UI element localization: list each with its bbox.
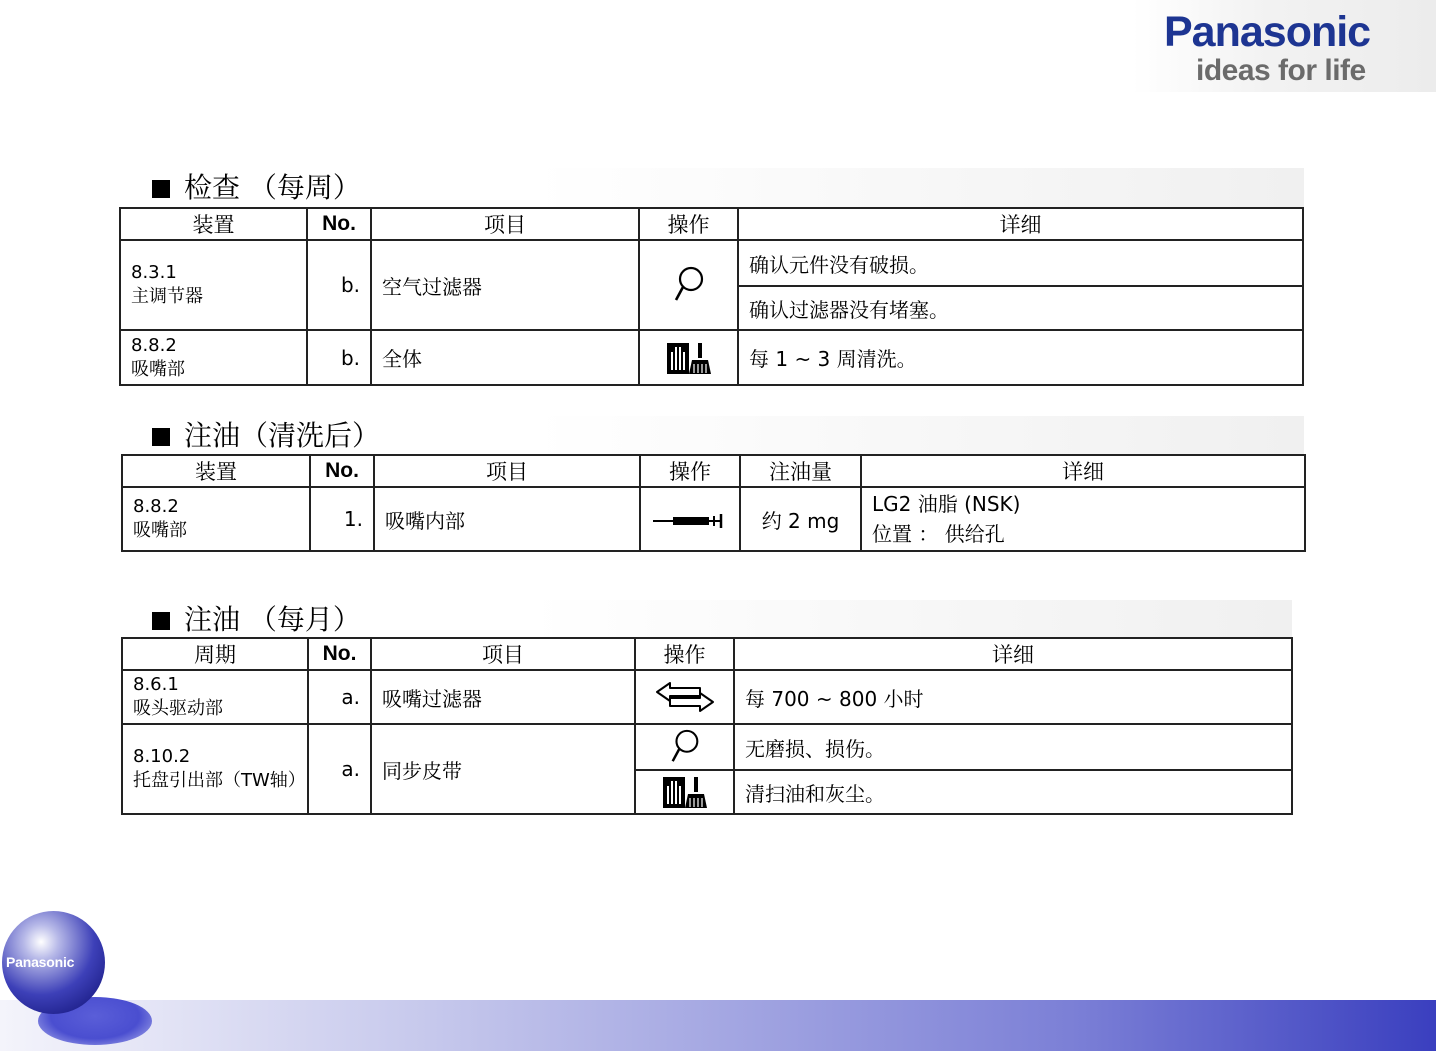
- magnifier-icon: [673, 266, 705, 304]
- device-cell: [120, 240, 307, 330]
- table-header-row: [122, 638, 1292, 670]
- op-cell: [635, 670, 734, 724]
- device-name: 吸嘴部: [131, 358, 185, 380]
- op-cell: [635, 724, 734, 770]
- no-cell: a.: [308, 670, 371, 724]
- no-cell: a.: [308, 724, 371, 814]
- table-header-row: [122, 455, 1305, 487]
- header-no: No.: [307, 208, 371, 240]
- detail-cell: 每 1 ~ 3 周清洗。: [738, 330, 1303, 385]
- header-item: 项目: [374, 455, 640, 487]
- no-cell: b.: [307, 330, 371, 385]
- hand-brush-icon: [665, 340, 713, 376]
- header-op: 操作: [635, 638, 734, 670]
- section-title-weekly-check: [118, 168, 1304, 208]
- detail-cell: 无磨损、损伤。: [734, 724, 1292, 770]
- op-cell: [639, 330, 738, 385]
- header-device: 装置: [120, 208, 307, 240]
- header-no: No.: [308, 638, 371, 670]
- header-no: No.: [310, 455, 374, 487]
- amount-cell: 约 2 mg: [740, 487, 861, 551]
- detail-cell: 每 700 ~ 800 小时: [734, 670, 1292, 724]
- item-cell: 空气过滤器: [371, 240, 639, 330]
- table-row: [120, 330, 1303, 385]
- item-cell: 吸嘴内部: [374, 487, 640, 551]
- detail-line-1: LG2 油脂 (NSK): [872, 492, 1021, 516]
- oil-after-cleaning-table: [121, 454, 1306, 552]
- section-title-oil-monthly: [118, 600, 1292, 640]
- no-cell: b.: [307, 240, 371, 330]
- device-code: 8.3.1: [131, 262, 177, 283]
- footer-gradient-band: [0, 1000, 1436, 1051]
- op-cell: [640, 487, 740, 551]
- no-cell: 1.: [310, 487, 374, 551]
- table-row: [122, 670, 1292, 724]
- bullet-square-icon: [152, 428, 170, 446]
- section-title-text: 注油 （每月）: [184, 603, 361, 636]
- op-cell: [639, 240, 738, 330]
- item-cell: 全体: [371, 330, 639, 385]
- device-cell: [122, 670, 308, 724]
- header-item: 项目: [371, 638, 635, 670]
- oil-monthly-table: [121, 637, 1293, 815]
- detail-cell: 确认过滤器没有堵塞。: [738, 286, 1303, 330]
- device-cell: [122, 487, 310, 551]
- section-title-text: 注油（清洗后）: [184, 419, 381, 452]
- exchange-arrow-icon: [654, 681, 716, 713]
- device-name: 主调节器: [131, 286, 203, 307]
- device-code: 8.8.2: [133, 496, 179, 517]
- magnifier-icon: [669, 729, 701, 765]
- header-device: 装置: [122, 455, 310, 487]
- table-header-row: [120, 208, 1303, 240]
- syringe-icon: [653, 513, 727, 529]
- header-amount: 注油量: [740, 455, 861, 487]
- header-op: 操作: [639, 208, 738, 240]
- weekly-check-table: [119, 207, 1304, 386]
- device-cell: [122, 724, 308, 814]
- panasonic-orb-logo: [2, 911, 105, 1014]
- item-cell: 同步皮带: [371, 724, 635, 814]
- detail-cell: 清扫油和灰尘。: [734, 770, 1292, 814]
- detail-cell: 确认元件没有破损。: [738, 240, 1303, 286]
- table-row: [120, 240, 1303, 286]
- header-op: 操作: [640, 455, 740, 487]
- op-cell: [635, 770, 734, 814]
- device-name: 吸头驱动部: [133, 698, 223, 719]
- panasonic-logo: [1132, 0, 1436, 92]
- logo-brand: Panasonic: [1164, 8, 1371, 56]
- detail-line-2: 位置 ： 供给孔: [872, 522, 1005, 546]
- section-title-oil-after-cleaning: [118, 416, 1304, 456]
- bullet-square-icon: [152, 180, 170, 198]
- device-code: 8.10.2: [133, 746, 191, 767]
- logo-tagline: ideas for life: [1196, 54, 1366, 87]
- orb-label: Panasonic: [6, 954, 75, 970]
- table-row: [122, 724, 1292, 770]
- header-item: 项目: [371, 208, 639, 240]
- detail-cell: [861, 487, 1305, 551]
- hand-brush-icon: [661, 774, 709, 810]
- section-title-text: 检查 （每周）: [184, 171, 361, 204]
- device-cell: [120, 330, 307, 385]
- header-detail: 详细: [738, 208, 1303, 240]
- table-row: [122, 487, 1305, 551]
- device-name: 托盘引出部（TW轴）: [133, 770, 306, 791]
- bullet-square-icon: [152, 612, 170, 630]
- device-name: 吸嘴部: [133, 520, 187, 541]
- header-detail: 详细: [734, 638, 1292, 670]
- header-period: 周期: [122, 638, 308, 670]
- device-code: 8.8.2: [131, 334, 177, 356]
- item-cell: 吸嘴过滤器: [371, 670, 635, 724]
- device-code: 8.6.1: [133, 674, 179, 695]
- header-detail: 详细: [861, 455, 1305, 487]
